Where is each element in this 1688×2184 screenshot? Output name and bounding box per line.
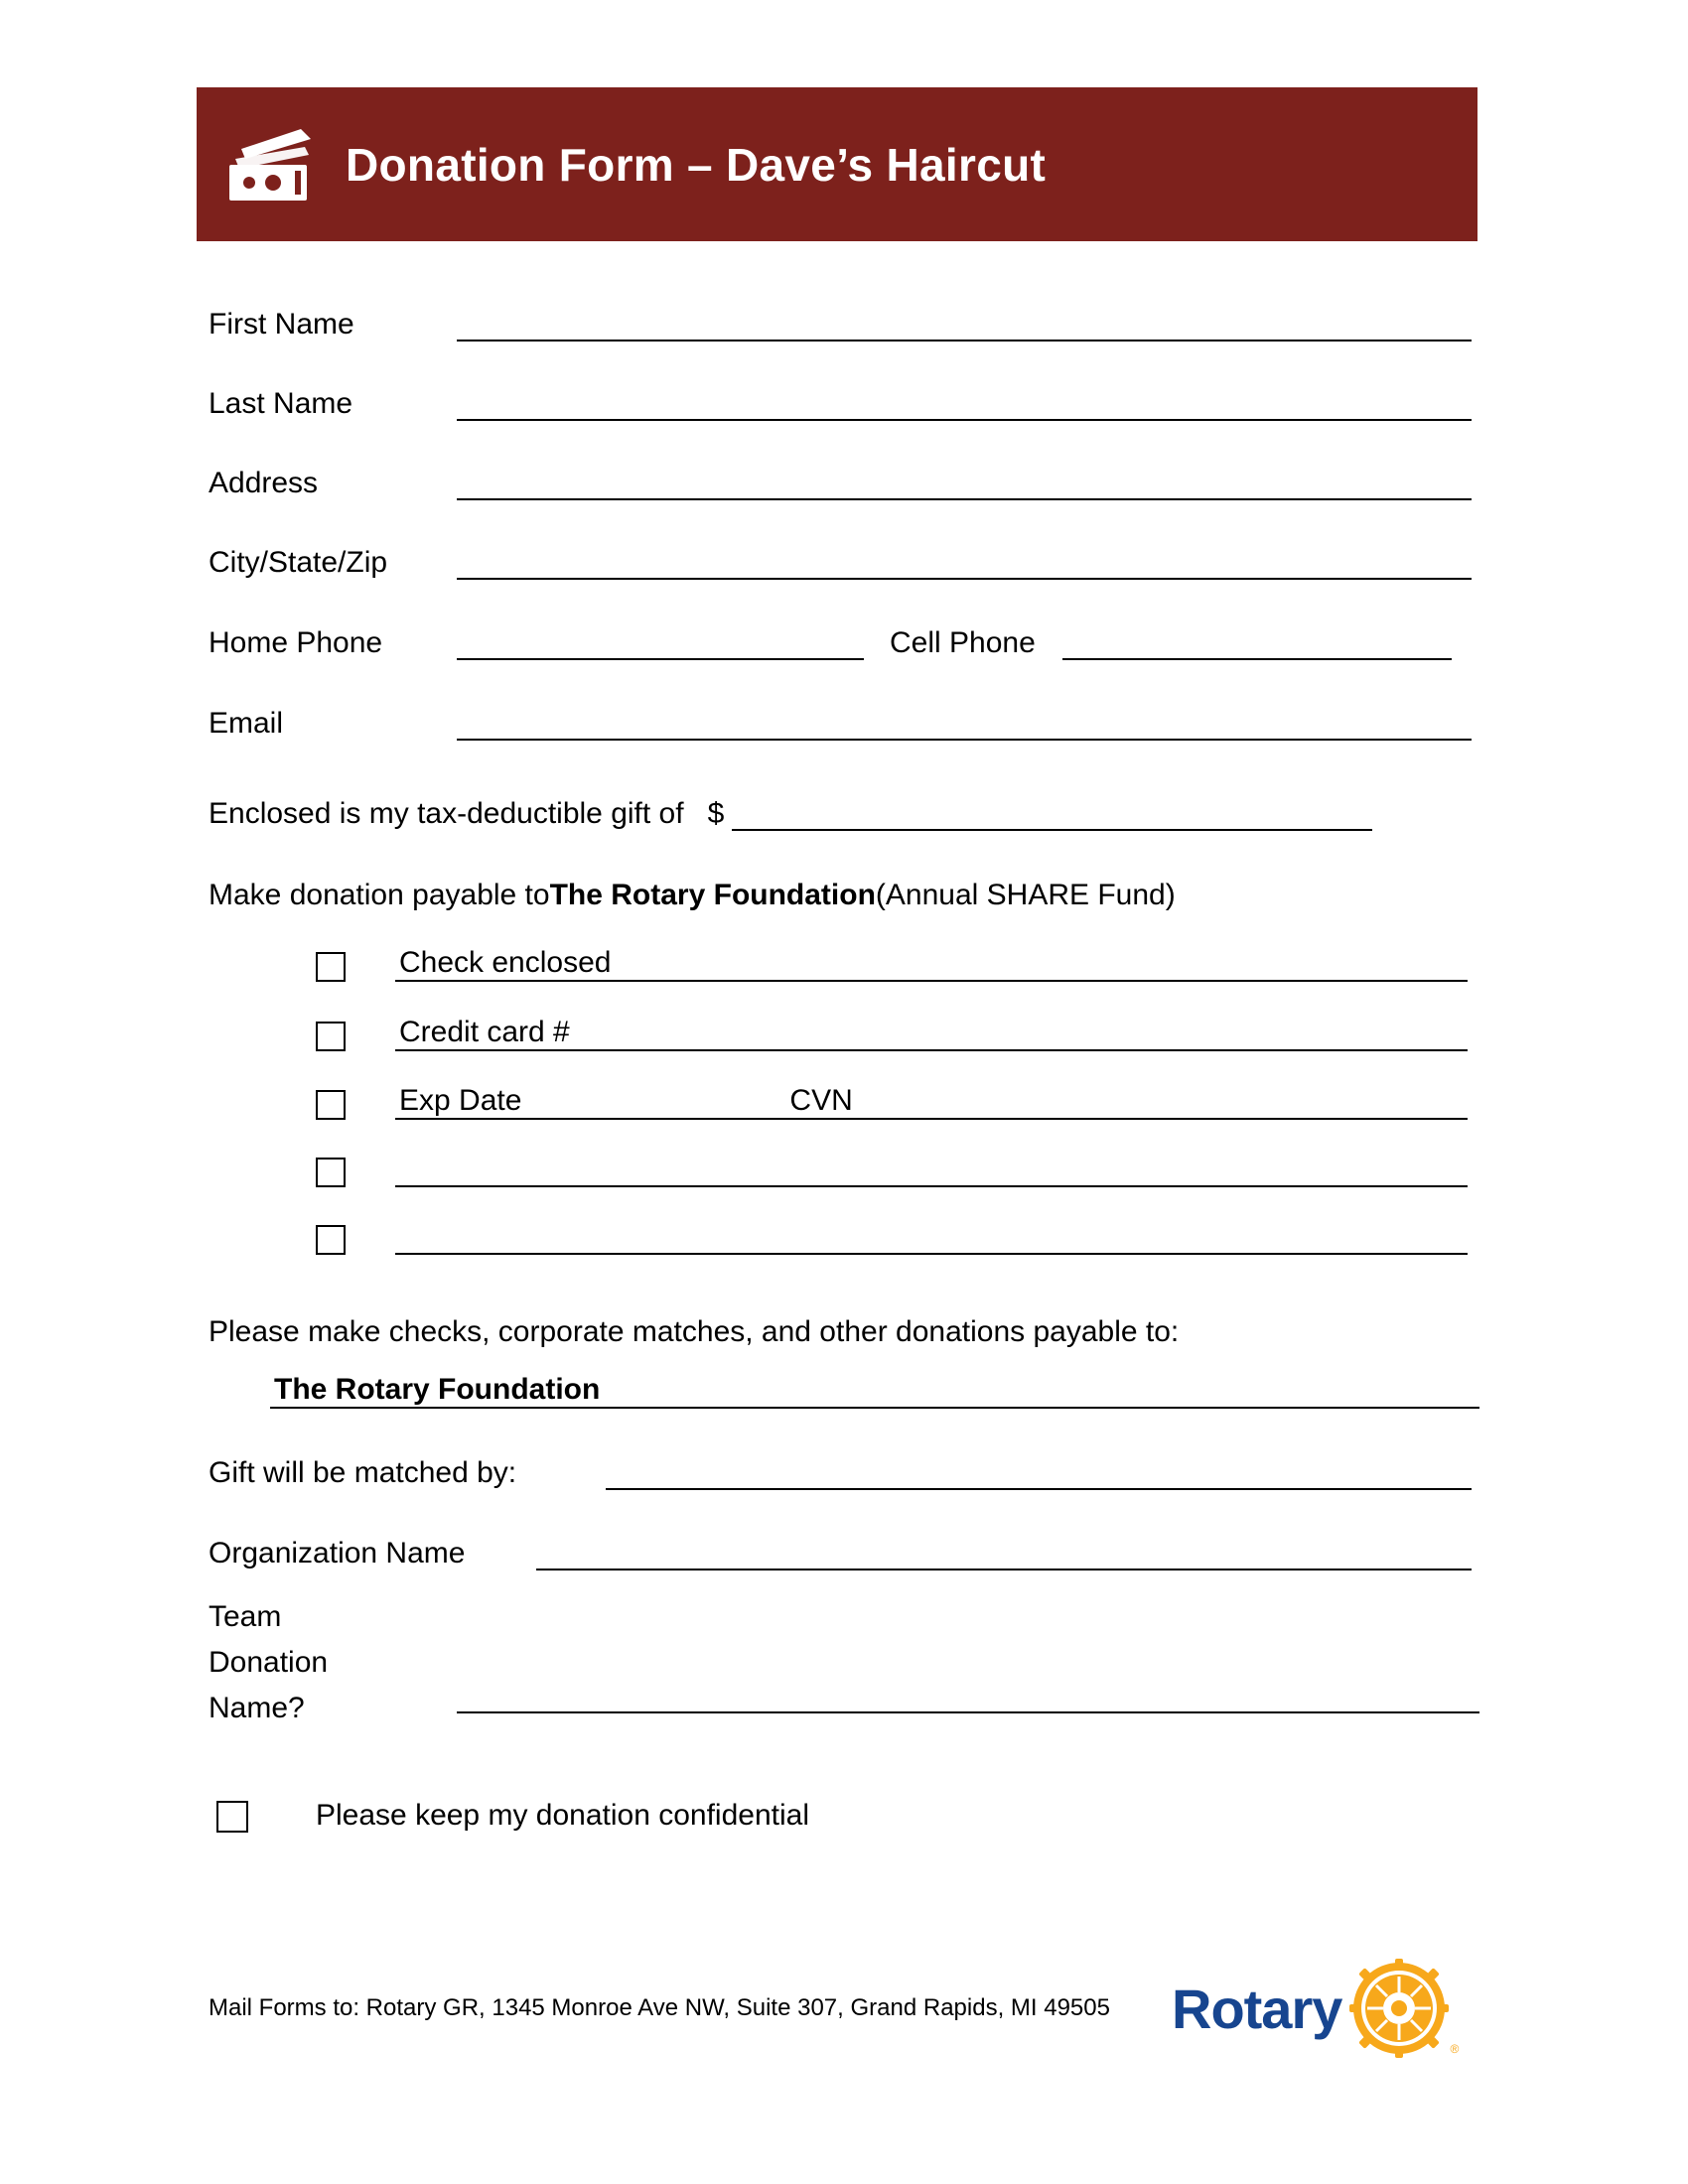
home-phone-input[interactable] [457, 626, 864, 660]
payable-suffix: (Annual SHARE Fund) [875, 879, 1176, 911]
cell-phone-input[interactable] [1062, 626, 1452, 660]
check-enclosed-field[interactable] [395, 948, 1468, 982]
rotary-wordmark: Rotary [1172, 1977, 1342, 2040]
payment-option-check[interactable] [316, 948, 1479, 982]
checkbox-credit-card[interactable] [316, 1022, 346, 1051]
last-name-input[interactable] [457, 387, 1472, 421]
check-enclosed-label: Check enclosed [399, 946, 612, 979]
city-state-zip-label: City/State/Zip [209, 546, 388, 579]
checks-payable-note [209, 1315, 1179, 1349]
gift-amount-label: Enclosed is my tax-deductible gift of [209, 797, 684, 830]
last-name-label: Last Name [209, 387, 353, 420]
keep-confidential-label: Please keep my donation confidential [316, 1799, 809, 1832]
mail-forms-footer: Mail Forms to: Rotary GR, 1345 Monroe Ave NW, Suite 307, Grand Rapids, MI 49505 [209, 1994, 1110, 2021]
checkbox-blank-1[interactable] [316, 1158, 346, 1187]
row-address [209, 467, 1479, 500]
payable-to-note [209, 879, 1176, 912]
matched-by-label: Gift will be matched by: [209, 1456, 517, 1489]
blank-field-2[interactable] [395, 1221, 1468, 1255]
row-first-name [209, 308, 1479, 341]
payment-option-blank-2[interactable] [316, 1221, 1479, 1255]
address-input[interactable] [457, 467, 1472, 500]
payable-organization: The Rotary Foundation [549, 879, 876, 911]
rotary-wheel-icon [1349, 1959, 1460, 2058]
row-organization-name [209, 1537, 1479, 1570]
matched-by-input[interactable] [606, 1456, 1472, 1490]
first-name-label: First Name [209, 308, 354, 341]
page-title: Donation Form – Dave’s Haircut [346, 138, 1047, 191]
team-label-line-2: Donation [209, 1646, 329, 1679]
credit-card-field[interactable] [395, 1018, 1468, 1051]
checks-payable-text: Please make checks, corporate matches, and other donations payable to: [209, 1315, 1180, 1348]
currency-symbol: $ [707, 797, 725, 830]
money-bills-icon [197, 87, 346, 241]
organization-name-input[interactable] [536, 1537, 1472, 1570]
payment-option-blank-1[interactable] [316, 1154, 1479, 1187]
checkbox-keep-confidential[interactable] [216, 1801, 248, 1833]
team-donation-name-label [209, 1600, 328, 1725]
row-last-name [209, 387, 1479, 421]
gift-amount-input[interactable] [732, 797, 1372, 831]
checkbox-blank-2[interactable] [316, 1225, 346, 1255]
row-matched-by [209, 1456, 1479, 1490]
organization-name-label: Organization Name [209, 1537, 466, 1570]
row-confidential[interactable] [216, 1799, 809, 1833]
address-label: Address [209, 467, 319, 499]
checkbox-exp-date[interactable] [316, 1090, 346, 1120]
payment-option-exp-cvn[interactable] [316, 1086, 1479, 1120]
team-donation-name-input[interactable] [457, 1680, 1479, 1713]
payee-name: The Rotary Foundation [274, 1373, 601, 1406]
team-label-line-3: Name? [209, 1692, 305, 1724]
form-header-banner [197, 87, 1477, 241]
email-label: Email [209, 707, 284, 740]
team-label-line-1: Team [209, 1600, 282, 1633]
row-email [209, 707, 1479, 741]
city-state-zip-input[interactable] [457, 546, 1472, 580]
row-gift-amount [209, 797, 1479, 831]
checkbox-check-enclosed[interactable] [316, 952, 346, 982]
payable-prefix: Make donation payable to [209, 879, 550, 911]
rotary-logo [1172, 1954, 1479, 2063]
first-name-input[interactable] [457, 308, 1472, 341]
payee-line-row [270, 1375, 1479, 1409]
payee-name-field[interactable] [270, 1375, 1479, 1409]
registered-trademark-symbol: ® [1450, 2042, 1460, 2056]
row-phones [209, 626, 1479, 660]
blank-field-1[interactable] [395, 1154, 1468, 1187]
exp-date-field[interactable] [395, 1086, 1468, 1120]
credit-card-label: Credit card # [399, 1016, 570, 1048]
cell-phone-label: Cell Phone [890, 626, 1036, 659]
cvn-label: CVN [789, 1084, 853, 1117]
home-phone-label: Home Phone [209, 626, 383, 659]
exp-date-label: Exp Date [399, 1084, 522, 1117]
payment-option-credit-card[interactable] [316, 1018, 1479, 1051]
row-city-state-zip [209, 546, 1479, 580]
email-input[interactable] [457, 707, 1472, 741]
